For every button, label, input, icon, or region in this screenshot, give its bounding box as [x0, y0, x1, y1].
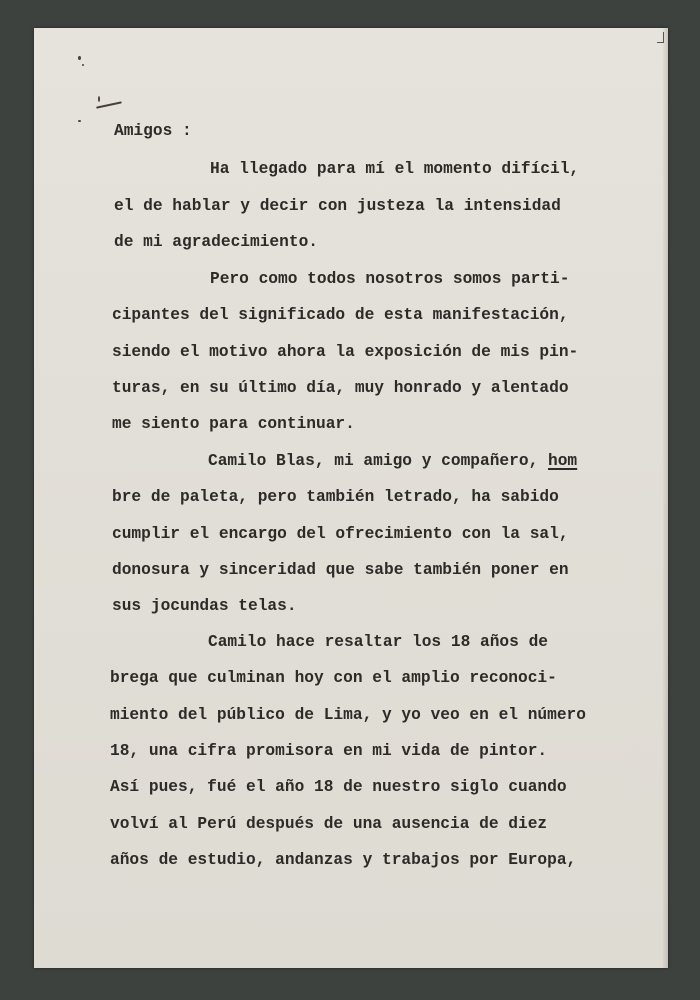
text-line: Camilo hace resaltar los 18 años de — [208, 633, 548, 651]
typewritten-page — [34, 28, 668, 968]
underlined-text: hom — [548, 452, 578, 470]
text-line: siendo el motivo ahora la exposición de mis pin- — [112, 343, 579, 361]
text-line: brega que culminan hoy con el amplio reconoci- — [110, 669, 557, 687]
text-line: Ha llegado para mí el momento difícil, — [210, 160, 580, 178]
text-line: volví al Perú después de una ausencia de diez — [110, 815, 548, 833]
text-line: cumplir el encargo del ofrecimiento con la sal, — [112, 525, 569, 543]
text-line — [208, 450, 577, 472]
text-line: Así pues, fué el año 18 de nuestro siglo cuando — [110, 778, 567, 796]
text-line: donosura y sinceridad que sabe también poner en — [112, 561, 569, 579]
text-line: Pero como todos nosotros somos parti- — [210, 270, 570, 288]
text-line: turas, en su último día, muy honrado y alentado — [112, 379, 569, 397]
text-line: me siento para continuar. — [112, 415, 355, 433]
text-line: miento del público de Lima, y yo veo en el número — [110, 706, 586, 724]
salutation: Amigos : — [114, 122, 192, 140]
text-line: 18, una cifra promisora en mi vida de pintor. — [110, 742, 548, 760]
text-line: de mi agradecimiento. — [114, 233, 318, 251]
text-line: bre de paleta, pero también letrado, ha sabido — [112, 488, 559, 506]
letter-body — [34, 28, 668, 869]
text-segment: Camilo Blas, mi amigo y compañero, — [208, 452, 548, 470]
text-line: el de hablar y decir con justeza la intensidad — [114, 197, 561, 215]
text-line: cipantes del significado de esta manifestación, — [112, 306, 569, 324]
text-line: sus jocundas telas. — [112, 597, 297, 615]
text-line: años de estudio, andanzas y trabajos por Europa, — [110, 851, 577, 869]
